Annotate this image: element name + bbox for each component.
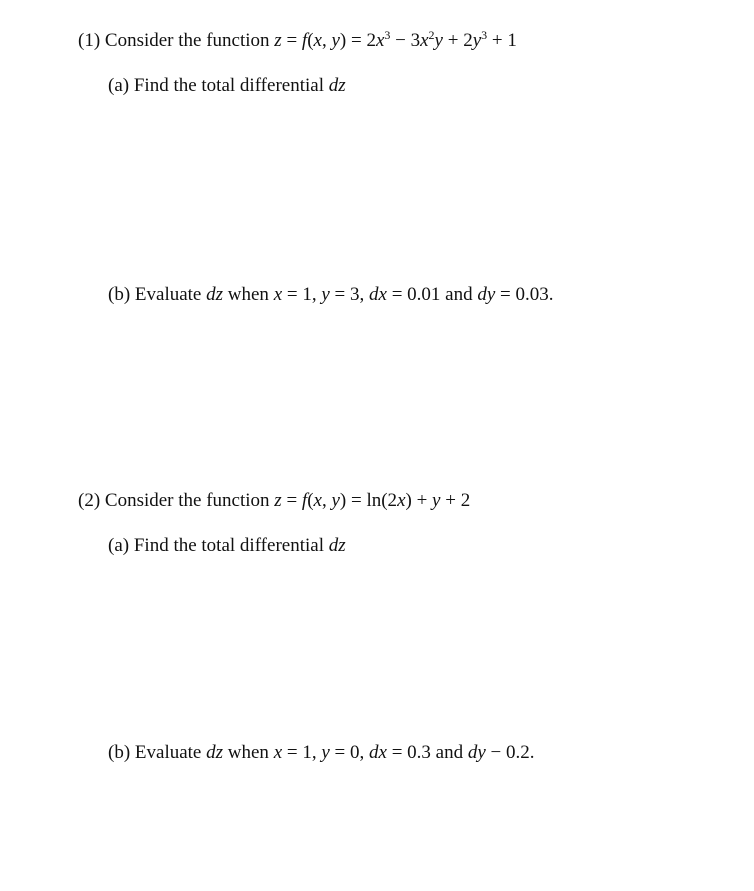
problem-2b-label: (b) — [108, 742, 131, 763]
problem-2-function: z = f(x, y) = ln(2x) + y + 2 — [274, 490, 471, 511]
problem-1-statement — [78, 29, 517, 53]
problem-1-function: z = f(x, $y) = 2x^3 - 3x^2y + 2y^3 + 1$ — [274, 28, 517, 51]
problem-2b-dz: dz — [206, 742, 224, 763]
problem-1a — [108, 74, 346, 98]
problem-2-intro: Consider the function — [104, 490, 270, 511]
problem-1-number: (1) — [78, 30, 101, 51]
problem-2b-conditions: x = 1, y = 0, dx = 0.3 and dy − 0.2. — [273, 742, 535, 763]
problem-1-intro: Consider the function — [104, 30, 270, 51]
problem-1a-label: (a) — [108, 75, 130, 96]
problem-2b-when: when — [227, 742, 269, 763]
problem-2a — [108, 534, 346, 558]
problem-1b-conditions: x = 1, y = 3, dx = 0.01 and dy = 0.03. — [273, 284, 554, 305]
problem-2-statement — [78, 489, 470, 513]
problem-2a-text: Find the total differential — [133, 535, 324, 556]
problem-1a-dz: dz — [328, 75, 346, 96]
problem-2b — [108, 741, 535, 765]
problem-2a-dz: dz — [328, 535, 346, 556]
problem-1b-text: Evaluate — [134, 284, 202, 305]
problem-1b-when: when — [227, 284, 269, 305]
problem-2-number: (2) — [78, 490, 101, 511]
problem-1b-dz: dz — [206, 284, 224, 305]
problem-2a-label: (a) — [108, 535, 130, 556]
problem-1b — [108, 283, 554, 307]
problem-1b-label: (b) — [108, 284, 131, 305]
problem-1a-text: Find the total differential — [133, 75, 324, 96]
problem-2b-text: Evaluate — [134, 742, 202, 763]
